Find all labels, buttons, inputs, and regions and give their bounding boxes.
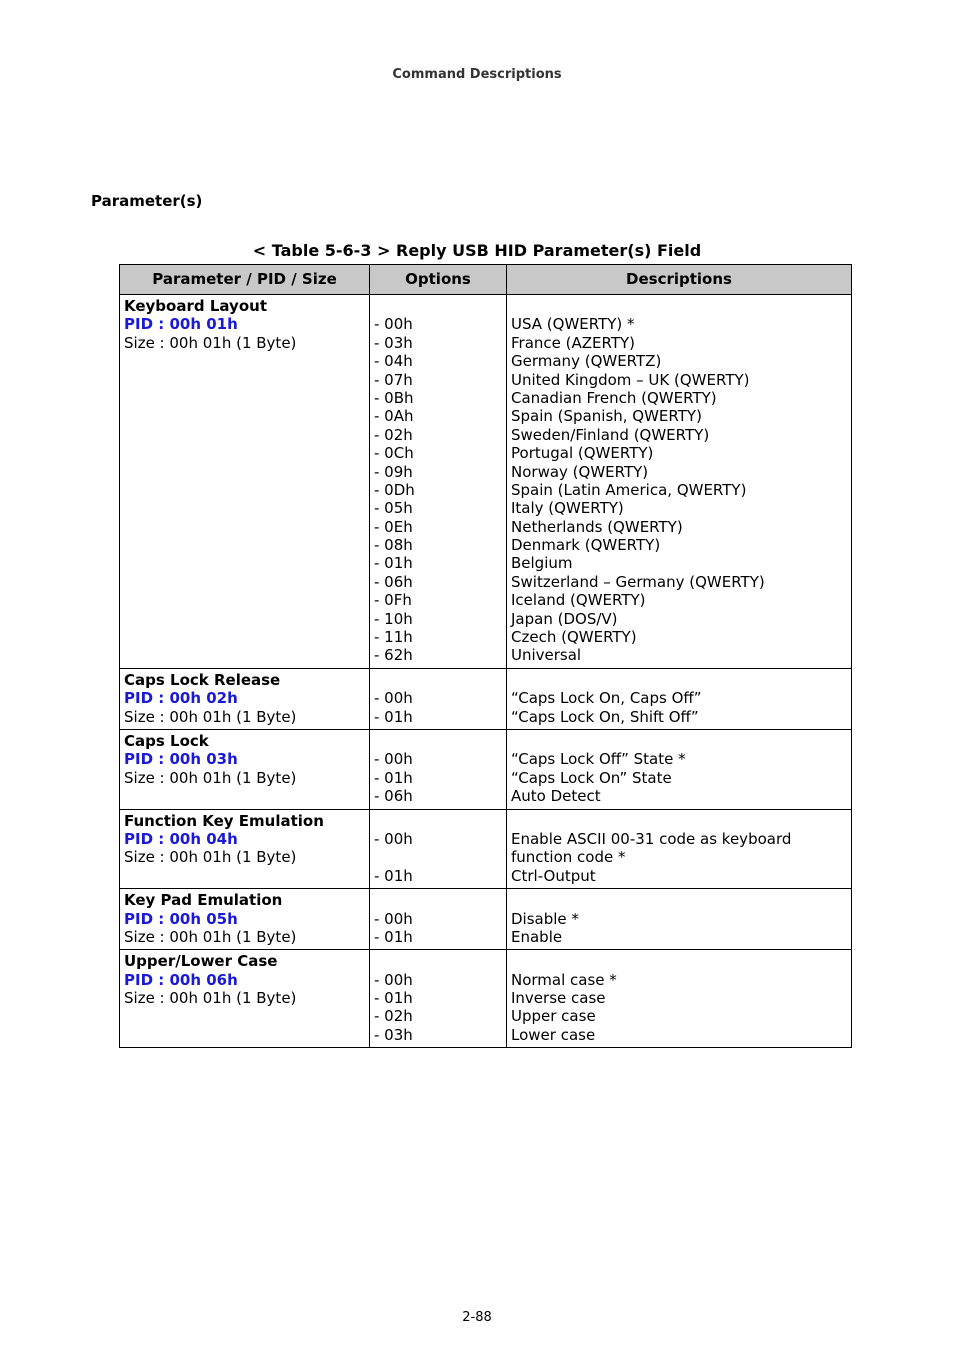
parameter-cell [120,729,370,809]
option-value: - 01h [374,927,413,946]
option-value: - 0Eh [374,517,413,536]
option-description: Spain (Spanish, QWERTY) [511,407,702,426]
descriptions-cell [507,668,852,729]
option-description: “Caps Lock On, Shift Off” [511,707,699,726]
option-description: Canadian French (QWERTY) [511,388,717,407]
descriptions-spacer [511,732,847,750]
options-cell [370,668,507,729]
table-caption: < Table 5-6-3 > Reply USB HID Parameter(s) Field [252,241,702,260]
options-cell [370,889,507,950]
option-value: - 00h [374,315,413,334]
option-description: Belgium [511,554,573,573]
options-cell [370,295,507,669]
options-spacer [374,952,502,970]
option-value: - 0Fh [374,591,412,610]
option-value: - 01h [374,989,413,1008]
parameter-name: Function Key Emulation [124,811,324,830]
options-spacer [374,891,502,909]
option-description: Enable ASCII 00-31 code as keyboard function code * [511,829,792,867]
table-row [120,729,852,809]
parameter-cell [120,668,370,729]
descriptions-spacer [511,812,847,830]
options-cell [370,950,507,1048]
option-description: Switzerland – Germany (QWERTY) [511,572,765,591]
option-description: Norway (QWERTY) [511,462,649,481]
option-value: - 00h [374,829,413,848]
parameter-name: Keyboard Layout [124,297,267,315]
option-description: Iceland (QWERTY) [511,591,646,610]
option-value: - 00h [374,689,413,708]
column-header-options: Options [370,265,507,295]
parameter-size: Size : 00h 01h (1 Byte) [124,848,297,867]
option-value: - 0Ah [374,407,414,426]
parameter-pid: PID : 00h 01h [124,315,238,334]
option-description: Lower case [511,1025,596,1044]
option-value: - 04h [374,352,413,371]
parameter-size: Size : 00h 01h (1 Byte) [124,989,297,1008]
option-value: - 01h [374,768,413,787]
option-value: - 05h [374,499,413,518]
descriptions-spacer [511,297,847,315]
options-cell [370,809,507,889]
option-value: - 08h [374,536,413,555]
parameter-name: Caps Lock Release [124,670,281,689]
option-value: - 00h [374,909,413,928]
option-description: “Caps Lock On” State [511,768,672,787]
option-description: USA (QWERTY) * [511,315,635,334]
descriptions-spacer [511,891,847,909]
descriptions-cell [507,729,852,809]
option-description: “Caps Lock On, Caps Off” [511,689,702,708]
option-value: - 0Ch [374,444,414,463]
parameter-size: Size : 00h 01h (1 Byte) [124,333,297,352]
options-spacer [374,671,502,689]
table-row [120,809,852,889]
options-spacer [374,732,502,750]
option-value: - 06h [374,572,413,591]
option-description: Spain (Latin America, QWERTY) [511,480,747,499]
parameter-table [119,264,852,1048]
parameter-cell [120,889,370,950]
option-description: Inverse case [511,989,606,1008]
descriptions-spacer [511,671,847,689]
table-row [120,950,852,1048]
descriptions-cell [507,889,852,950]
option-value: - 01h [374,866,413,885]
option-value: - 02h [374,425,413,444]
table-body [120,295,852,1048]
option-value: - 01h [374,707,413,726]
option-description: Upper case [511,1007,596,1026]
option-description: Portugal (QWERTY) [511,444,654,463]
option-description: Denmark (QWERTY) [511,536,661,555]
option-value: - 62h [374,646,413,665]
table-row [120,295,852,669]
parameter-cell [120,809,370,889]
parameter-pid: PID : 00h 04h [124,829,238,848]
option-description: “Caps Lock Off” State * [511,750,686,769]
descriptions-cell [507,809,852,889]
option-value: - 0Dh [374,480,415,499]
option-value: - 11h [374,628,413,647]
option-description: Auto Detect [511,787,601,806]
option-description: Disable * [511,909,579,928]
parameter-pid: PID : 00h 05h [124,909,238,928]
option-description: Czech (QWERTY) [511,628,637,647]
parameter-cell [120,295,370,669]
option-description: Enable [511,927,563,946]
option-description: United Kingdom – UK (QWERTY) [511,370,750,389]
option-description: Italy (QWERTY) [511,499,624,518]
descriptions-cell [507,295,852,669]
option-value: - 00h [374,970,413,989]
option-value: - 0Bh [374,388,414,407]
options-cell [370,729,507,809]
parameter-size: Size : 00h 01h (1 Byte) [124,927,297,946]
option-value: - 00h [374,750,413,769]
option-spacer [374,848,502,866]
option-value: - 10h [374,609,413,628]
parameter-name: Upper/Lower Case [124,952,278,971]
descriptions-spacer [511,952,847,970]
table-header [120,265,852,295]
parameter-name: Caps Lock [124,731,209,750]
option-value: - 09h [374,462,413,481]
option-value: - 02h [374,1007,413,1026]
option-description: Netherlands (QWERTY) [511,517,683,536]
parameter-name: Key Pad Emulation [124,891,283,910]
option-description: Sweden/Finland (QWERTY) [511,425,710,444]
column-header-descriptions: Descriptions [507,265,852,295]
options-spacer [374,297,502,315]
option-description: France (AZERTY) [511,333,636,352]
table-row [120,889,852,950]
option-description: Germany (QWERTZ) [511,352,662,371]
option-value: - 06h [374,787,413,806]
section-title: Parameter(s) [91,192,203,210]
option-description: Normal case * [511,970,617,989]
parameter-size: Size : 00h 01h (1 Byte) [124,768,297,787]
column-header-parameter: Parameter / PID / Size [120,265,370,295]
option-description: Japan (DOS/V) [511,609,618,628]
option-description: Universal [511,646,582,665]
page-number: 2-88 [462,1310,492,1325]
page-header: Command Descriptions [392,67,562,82]
option-description: Ctrl-Output [511,866,596,885]
descriptions-cell [507,950,852,1048]
option-value: - 01h [374,554,413,573]
parameter-cell [120,950,370,1048]
parameter-pid: PID : 00h 06h [124,970,238,989]
option-value: - 03h [374,1025,413,1044]
parameter-size: Size : 00h 01h (1 Byte) [124,707,297,726]
parameter-pid: PID : 00h 02h [124,689,238,708]
table-row [120,668,852,729]
options-spacer [374,812,502,830]
option-value: - 07h [374,370,413,389]
option-value: - 03h [374,333,413,352]
parameter-pid: PID : 00h 03h [124,750,238,769]
table-header-row [120,265,852,295]
